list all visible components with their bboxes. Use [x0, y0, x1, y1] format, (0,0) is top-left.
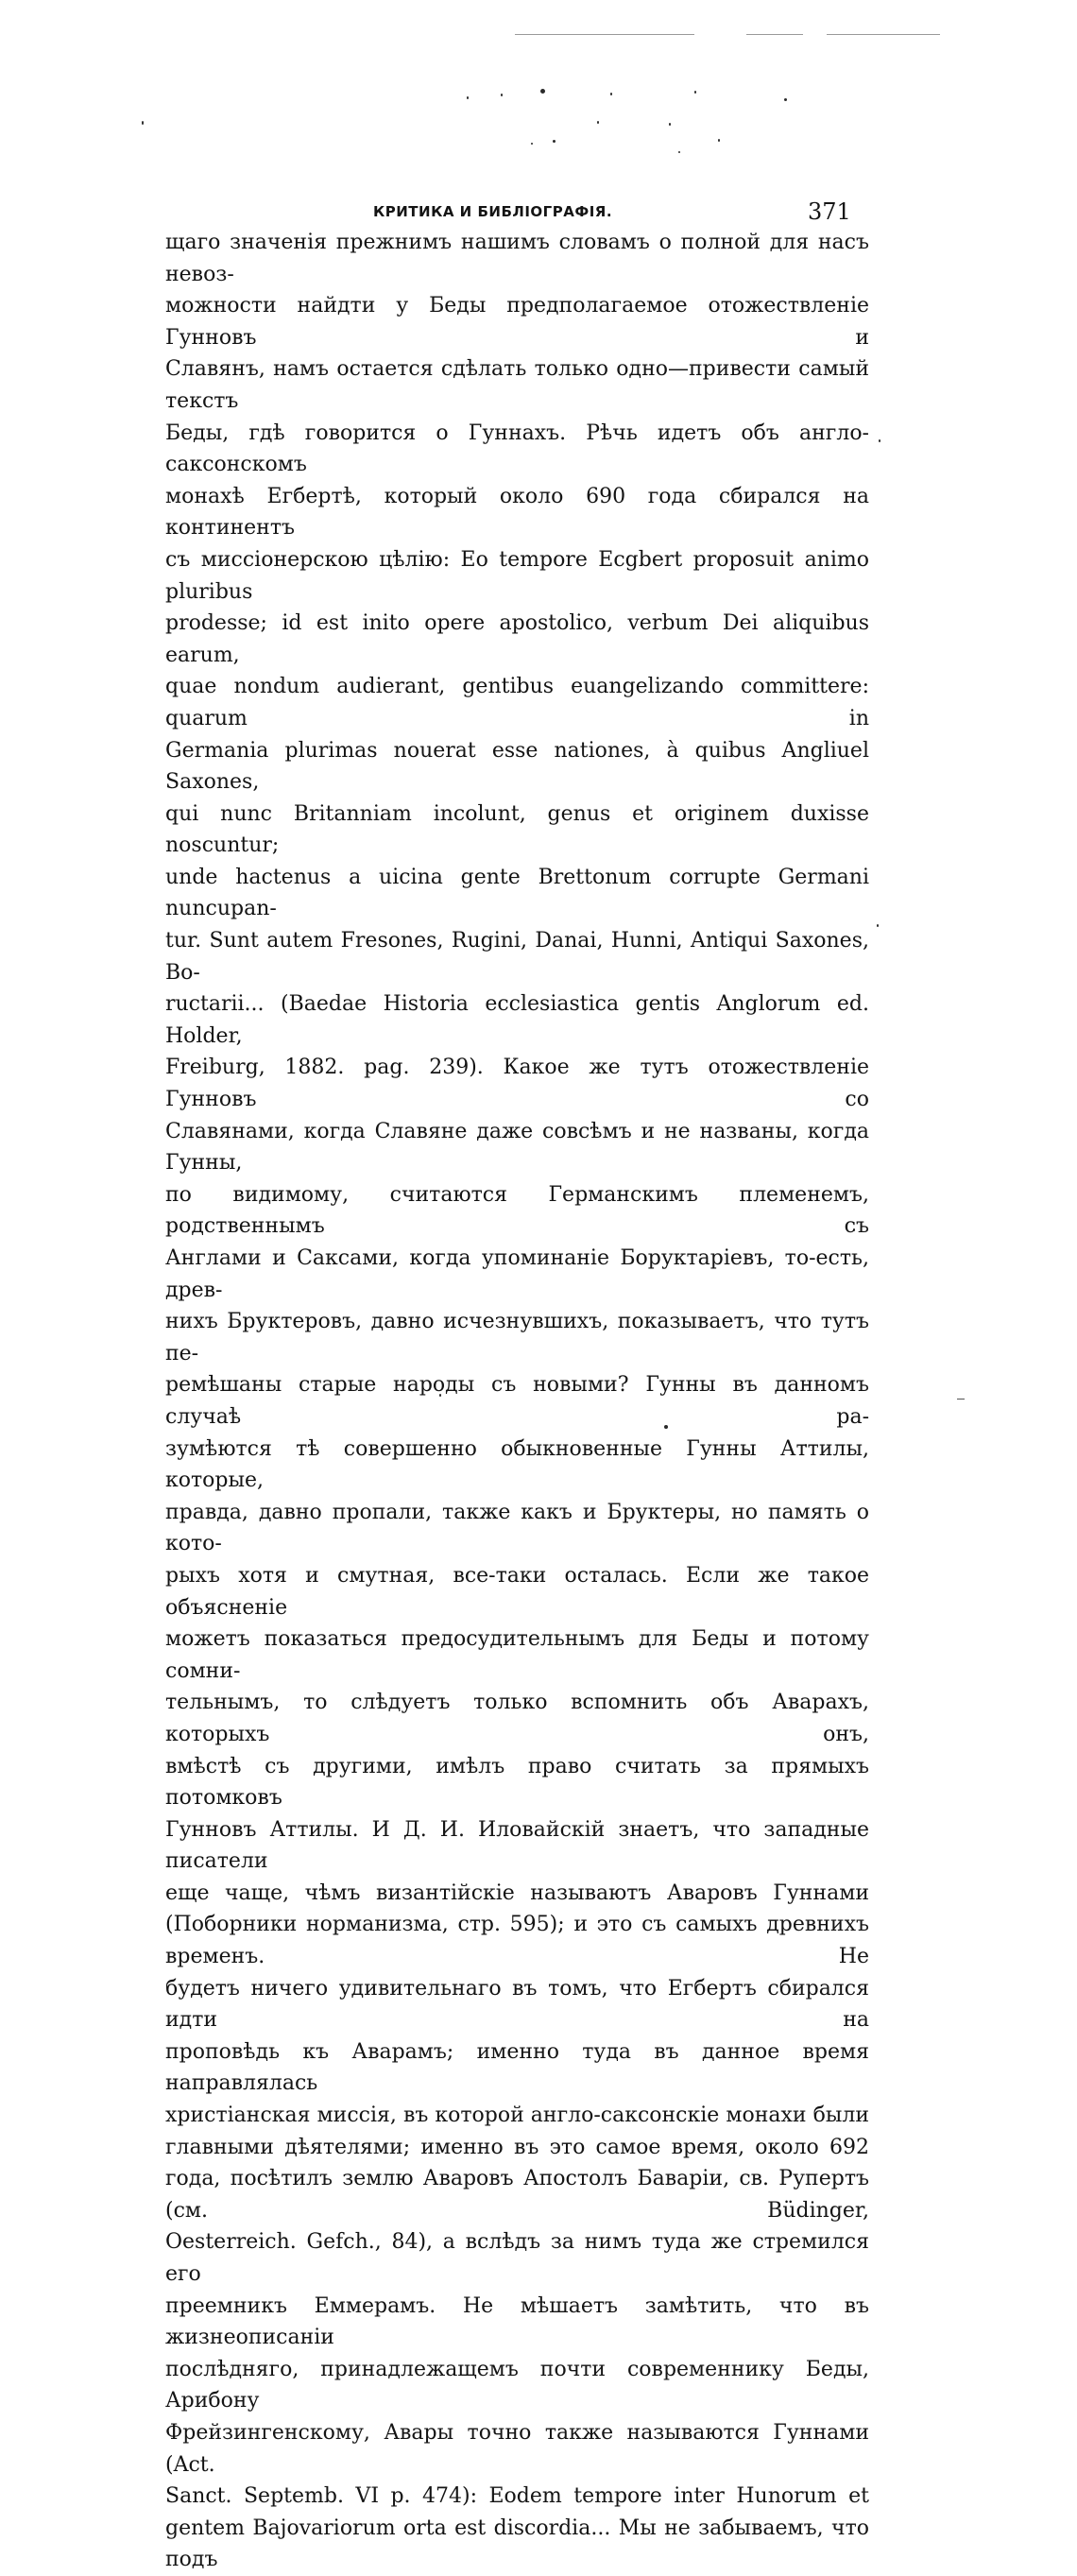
scan-speck: [467, 96, 469, 99]
scan-speck: [694, 91, 696, 94]
scan-speck: [718, 139, 720, 142]
text-line: prodesse; id est inito opere apostolico, verbum Dei aliquibus earum,: [165, 611, 869, 667]
text-line: можности найдти у Беды предполагаемое отожествленіе Гунновъ и: [165, 294, 869, 350]
text-line: Англами и Саксами, когда упоминаніе Боруктаріевъ, то-есть, древ-: [165, 1246, 869, 1302]
text-line: тельнымъ, то слѣдуетъ только вспомнить объ Аварахъ, которыхъ онъ,: [165, 1691, 869, 1746]
scan-rule: [957, 1399, 965, 1400]
text-line: по видимому, считаются Германскимъ племенемъ, родственнымъ съ: [165, 1182, 869, 1239]
text-line: Sanct. Septemb. VI p. 474): Eodem tempore inter Hunorum et: [165, 2484, 869, 2509]
scan-speck: [784, 98, 787, 101]
text-line: преемникъ Еммерамъ. Не мѣшаетъ замѣтить, что въ жизнеописаніи: [165, 2293, 869, 2350]
scan-speck: [501, 94, 503, 96]
scan-speck: [540, 89, 545, 94]
scan-speck: [553, 140, 556, 143]
text-line: щаго значенія прежнимъ нашимъ словамъ о полной для насъ невоз-: [165, 231, 869, 286]
text-line: зумѣются тѣ совершенно обыкновенные Гунны Аттилы, которые,: [165, 1436, 869, 1493]
scan-rule: [515, 34, 694, 35]
text-line: qui nunc Britanniam incolunt, genus et originem duxisse noscuntur;: [165, 801, 869, 858]
text-line: рыхъ хотя и смутная, все-таки осталась. Если же такое объясненіе: [165, 1563, 869, 1620]
scan-speck: [142, 121, 144, 125]
scan-speck: [669, 123, 671, 126]
text-line: съ миссіонерскою цѣлію: Eo tempore Ecgbert proposuit animo pluribus: [165, 547, 869, 604]
text-line: gentem Bajovariorum orta est discordia... Мы не забываемъ, что подъ: [165, 2516, 869, 2572]
text-line: правда, давно пропали, также какъ и Бруктеры, но память о кото-: [165, 1500, 869, 1556]
scan-rule: [746, 34, 803, 35]
page-number: 371: [808, 198, 851, 225]
text-line: Славянъ, намъ остается сдѣлать только одно—привести самый текстъ: [165, 357, 869, 413]
body-text: [165, 227, 869, 2576]
text-line: еще чаще, чѣмъ византійскіе называютъ Аваровъ Гуннами (Поборники норманизма, стр. 595); и это съ самыхъ древнихъ временъ. Не: [165, 1880, 869, 1969]
text-line: ructarii... (Baedae Historia ecclesiastica gentis Anglorum ed. Holder,: [165, 992, 869, 1048]
text-line: можетъ показаться предосудительнымъ для Беды и потому сомни-: [165, 1627, 869, 1683]
text-line: tur. Sunt autem Fresones, Rugini, Danai, Hunni, Antiqui Saxones, Bo-: [165, 929, 869, 985]
text-line: вмѣстѣ съ другими, имѣлъ право считать за прямыхъ потомковъ: [165, 1754, 869, 1811]
scan-speck: [877, 924, 879, 927]
text-line: проповѣдь къ Аварамъ; именно туда въ данное время направлялась: [165, 2039, 869, 2096]
scan-speck: [531, 143, 533, 145]
running-title: КРИТИКА И БИБЛІОГРАФІЯ.: [373, 203, 613, 220]
text-line: монахѣ Егбертѣ, который около 690 года сбирался на континентъ: [165, 484, 869, 541]
text-line: нихъ Бруктеровъ, давно исчезнувшихъ, показываетъ, что тутъ пе-: [165, 1310, 869, 1365]
text-line: Гунновъ Аттилы. И Д. И. Иловайскій знаетъ, что западные писатели: [165, 1817, 869, 1874]
text-line: quae nondum audierant, gentibus euangelizando committere: quarum in: [165, 675, 869, 730]
text-line: Беды, гдѣ говорится о Гуннахъ. Рѣчь идетъ объ англо-саксонскомъ: [165, 421, 869, 477]
scan-speck: [678, 151, 680, 153]
text-line: Oesterreich. Gefch., 84), а вслѣдъ за нимъ туда же стремился его: [165, 2230, 869, 2286]
text-line: будетъ ничего удивительнаго въ томъ, что Егбертъ сбирался идти на: [165, 1976, 869, 2033]
text-line: Germania plurimas nouerat esse nationes, à quibus Angliuel Saxones,: [165, 738, 869, 795]
scan-speck: [610, 93, 612, 95]
scan-rule: [827, 34, 940, 35]
text-line: unde hactenus a uicina gente Brettonum corrupte Germani nuncupan-: [165, 865, 869, 921]
text-line: Фрейзингенскому, Авары точно также называются Гуннами (Act.: [165, 2420, 869, 2477]
text-line: ремѣшаны старые народы съ новыми? Гунны въ данномъ случаѣ ра-: [165, 1373, 869, 1429]
scan-speck: [597, 121, 599, 124]
scan-speck: [879, 439, 880, 442]
text-line: Славянами, когда Славяне даже совсѣмъ и не названы, когда Гунны,: [165, 1119, 869, 1176]
text-line: христіанская миссія, въ которой англо-саксонскіе монахи были главными дѣятелями; именно въ это самое время, около 692 года, посѣтилъ землю Аваровъ Апостолъ Баваріи, св. Рупертъ (см. Büdinger,: [165, 2104, 869, 2223]
text-line: послѣдняго, принадлежащемъ почти современнику Беды, Арибону: [165, 2357, 869, 2413]
text-line: Freiburg, 1882. pag. 239). Какое же тутъ отожествленіе Гунновъ со: [165, 1056, 869, 1112]
